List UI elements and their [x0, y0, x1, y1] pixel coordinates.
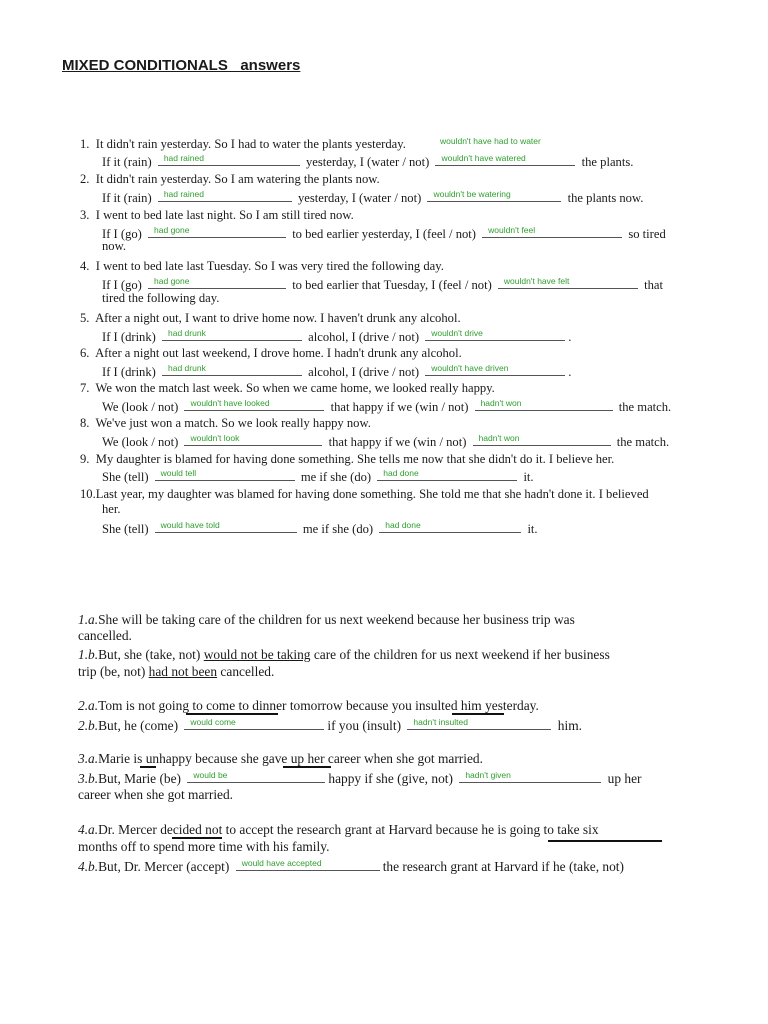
q5-blank-2[interactable]: [425, 327, 565, 341]
q5-gap-line: If I (drink) had drunk alcohol, I (drive / not) wouldn't drive .: [102, 328, 572, 344]
q6-sentence: 6. After a night out last weekend, I drove home. I hadn't drunk any alcohol.: [80, 346, 462, 360]
q7-blank-1[interactable]: [184, 397, 324, 411]
b4-marked-phrase-2: is going to take six: [497, 822, 599, 837]
q10-gap-line: She (tell) would have told me if she (do) had done it.: [102, 520, 538, 536]
q10-answer-1: would have told: [160, 520, 220, 530]
b1-sentence-a-cont: cancelled.: [78, 628, 132, 643]
q8-sentence: 8. We've just won a match. So we look really happy now.: [80, 416, 371, 430]
b2-answer-2: hadn't insulted: [413, 717, 468, 727]
q10-blank-2[interactable]: [379, 519, 521, 533]
q9-answer-1: would tell: [160, 468, 197, 478]
q9-sentence: 9. My daughter is blamed for having done something. She tells me now that she didn't do it. I believe her.: [80, 452, 615, 466]
q2-blank-2[interactable]: [427, 188, 561, 202]
q10-answer-2: had done: [385, 520, 421, 530]
q6-answer-1: had drunk: [168, 363, 206, 373]
q8-gap-line: We (look / not) wouldn't look that happy if we (win / not) hadn't won the match.: [102, 433, 670, 449]
q3-blank-1[interactable]: [148, 224, 286, 238]
q10-continuation: her.: [102, 502, 121, 516]
q4-answer-2: wouldn't have felt: [503, 276, 570, 286]
b2-marked-phrase-2: insulted: [415, 698, 458, 713]
q7-sentence: 7. We won the match last week. So when we came home, we looked really happy.: [80, 381, 495, 395]
b3-sentence-b-cont: career when she got married.: [78, 787, 234, 802]
q7-blank-2[interactable]: [475, 397, 613, 411]
q4-blank-1[interactable]: [148, 275, 286, 289]
q9-answer-2: had done: [383, 468, 419, 478]
b4-sentence-b: 4.b.But, Dr. Mercer (accept) would have accepted the research grant at Harvard if he (take, not): [78, 858, 624, 874]
q4-sentence: 4. I went to bed late last Tuesday. So I was very tired the following day.: [80, 259, 444, 273]
b1-sentence-b-cont: trip (be, not) had not been cancelled.: [78, 664, 275, 679]
page-title: MIXED CONDITIONALS answers: [62, 57, 301, 74]
b3-sentence-b: 3.b.But, Marie (be) would be happy if she (give, not) hadn't given up her: [78, 770, 642, 786]
q1-gap-line: If it (rain) had rained yesterday, I (water / not) wouldn't have watered the plants.: [102, 153, 634, 169]
b2-sentence-a: 2.a.Tom is not going to come to dinner tomorrow because you insulted him yesterday.: [78, 698, 539, 713]
q6-answer-2: wouldn't have driven: [431, 363, 509, 373]
q4-continuation: tired the following day.: [102, 291, 220, 305]
q2-sentence: 2. It didn't rain yesterday. So I am watering the plants now.: [80, 172, 380, 186]
b1-underlined-answer-2: had not been: [148, 664, 218, 679]
q1-answer-2: wouldn't have watered: [441, 153, 526, 163]
b4-pen-underline-2: [548, 840, 662, 842]
b1-sentence-a: 1.a.She will be taking care of the children for us next weekend because her business trip was: [78, 612, 575, 627]
q9-blank-2[interactable]: [377, 467, 517, 481]
q3-gap-line: If I (go) had gone to bed earlier yesterday, I (feel / not) wouldn't feel so tired: [102, 225, 666, 241]
b1-sentence-b: 1.b.But, she (take, not) would not be taking care of the children for us next weekend if her business: [78, 647, 610, 662]
q6-gap-line: If I (drink) had drunk alcohol, I (drive / not) wouldn't have driven .: [102, 363, 572, 379]
q3-blank-2[interactable]: [482, 224, 622, 238]
b2-pen-underline-2: [452, 713, 504, 715]
q2-gap-line: If it (rain) had rained yesterday, I (water / not) wouldn't be watering the plants now.: [102, 189, 644, 205]
b2-marked-phrase-1: is not going to come: [125, 698, 236, 713]
b2-pen-underline-1: [186, 713, 278, 715]
b3-pen-underline-2: [283, 766, 331, 768]
q7-answer-1: wouldn't have looked: [190, 398, 270, 408]
b2-answer-1: would come: [190, 717, 236, 727]
b3-blank-1[interactable]: [187, 769, 325, 783]
q8-answer-2: hadn't won: [478, 433, 520, 443]
b4-answer-1: would have accepted: [241, 858, 322, 868]
q2-answer-1: had rained: [163, 189, 204, 199]
q2-answer-2: wouldn't be watering: [433, 189, 511, 199]
q10-blank-1[interactable]: [155, 519, 297, 533]
q1-answer-1: had rained: [163, 153, 204, 163]
q3-continuation: now.: [102, 239, 127, 253]
q5-sentence: 5. After a night out, I want to drive home now. I haven't drunk any alcohol.: [80, 311, 461, 325]
q4-blank-2[interactable]: [498, 275, 638, 289]
q2-blank-1[interactable]: [158, 188, 292, 202]
q6-blank-2[interactable]: [425, 362, 565, 376]
b2-blank-1[interactable]: [184, 716, 324, 730]
b3-pen-underline-1: [140, 766, 156, 768]
q5-answer-1: had drunk: [168, 328, 206, 338]
q7-answer-2: hadn't won: [480, 398, 522, 408]
q5-blank-1[interactable]: [162, 327, 302, 341]
q3-answer-2: wouldn't feel: [488, 225, 536, 235]
q3-answer-1: had gone: [154, 225, 190, 235]
q1-extra-answer: wouldn't have had to water: [440, 136, 541, 146]
b3-answer-2: hadn't given: [465, 770, 511, 780]
b2-blank-2[interactable]: [407, 716, 551, 730]
b2-sentence-b: 2.b.But, he (come) would come if you (insult) hadn't insulted him.: [78, 717, 582, 733]
q9-blank-1[interactable]: [155, 467, 295, 481]
q5-answer-2: wouldn't drive: [431, 328, 483, 338]
b3-marked-phrase-1: is: [133, 751, 143, 766]
b4-blank-1[interactable]: [236, 857, 380, 871]
q4-gap-line: If I (go) had gone to bed earlier that Tuesday, I (feel / not) wouldn't have felt that: [102, 276, 663, 292]
b3-marked-phrase-2: gave up: [262, 751, 305, 766]
b3-blank-2[interactable]: [459, 769, 601, 783]
q1-blank-1[interactable]: [158, 152, 300, 166]
q4-answer-1: had gone: [154, 276, 190, 286]
b4-marked-phrase-1: decided: [160, 822, 202, 837]
b3-sentence-a: 3.a.Marie is unhappy because she gave up her career when she got married.: [78, 751, 483, 766]
q8-blank-1[interactable]: [184, 432, 322, 446]
b3-answer-1: would be: [193, 770, 228, 780]
q1-blank-2[interactable]: [435, 152, 575, 166]
b1-underlined-answer-1: would not be taking: [203, 647, 311, 662]
q9-gap-line: She (tell) would tell me if she (do) had done it.: [102, 468, 534, 484]
q7-gap-line: We (look / not) wouldn't have looked that happy if we (win / not) hadn't won the match.: [102, 398, 672, 414]
q3-sentence: 3. I went to bed late last night. So I am still tired now.: [80, 208, 354, 222]
q10-sentence: 10.Last year, my daughter was blamed for having done something. She told me that she hadn't done it. I believed: [80, 487, 649, 501]
q8-answer-1: wouldn't look: [190, 433, 240, 443]
q6-blank-1[interactable]: [162, 362, 302, 376]
q1-sentence: 1. It didn't rain yesterday. So I had to water the plants yesterday.: [80, 137, 406, 151]
q8-blank-2[interactable]: [473, 432, 611, 446]
b4-sentence-a-cont: months off to spend more time with his family.: [78, 839, 330, 854]
b4-sentence-a: 4.a.Dr. Mercer decided not to accept the research grant at Harvard because he is going to take six: [78, 822, 599, 837]
